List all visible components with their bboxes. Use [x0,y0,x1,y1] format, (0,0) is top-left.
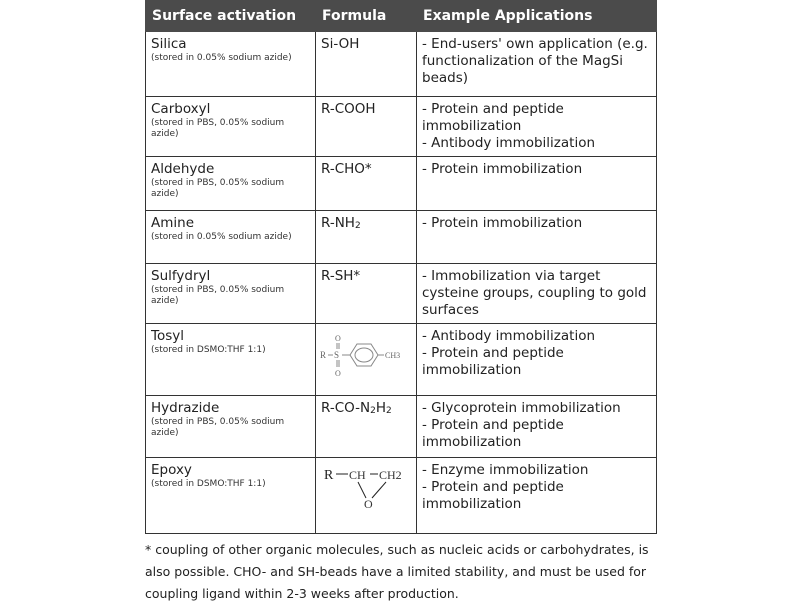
formula-text: R-CO-N [321,400,371,416]
surface-name: Carboxyl [151,101,211,117]
formula-cell: R-CHO* [316,157,417,211]
surface-cell [146,264,316,324]
application-item: - Antibody immobilization [422,328,596,344]
svg-text:O: O [335,369,341,378]
footnote: * coupling of other organic molecules, such as nucleic acids or carbohydrates, is also possible. CHO- and SH-beads have a limited stability, and must be used for coupling ligand within 2-3 weeks after production. [145,542,649,601]
storage-note: (stored in 0.05% sodium azide) [151,232,292,242]
col-header-formula: Formula [316,1,417,32]
application-item: - Protein and peptide immobilization [422,101,564,134]
epoxy-structure-image [318,462,413,512]
applications-cell [417,324,657,396]
svg-text:CH3: CH3 [385,351,401,360]
applications-cell: - Protein immobilization [417,211,657,264]
svg-text:CH: CH [349,468,366,482]
table-row [146,157,657,211]
applications-cell: - Immobilization via target cysteine groups, coupling to gold surfaces [417,264,657,324]
formula-text: R-NH [321,215,355,231]
application-item: - Protein and peptide immobilization [422,345,564,378]
applications-cell: - Protein immobilization [417,157,657,211]
col-header-surface: Surface activation [146,1,316,32]
surface-name: Amine [151,215,194,231]
storage-note: (stored in DSMO:THF 1:1) [151,345,266,355]
surface-cell [146,32,316,97]
tosyl-structure-image [318,330,413,380]
svg-text:S: S [334,350,340,360]
surface-activation-table [145,0,657,534]
formula-cell [316,211,417,264]
applications-cell: - End-users' own application (e.g. functionalization of the MagSi beads) [417,32,657,97]
svg-text:R: R [320,350,327,360]
svg-text:O: O [364,497,373,511]
surface-name: Aldehyde [151,161,215,177]
table-row [146,458,657,534]
col-header-applications: Example Applications [417,1,657,32]
storage-note: (stored in 0.05% sodium azide) [151,53,292,63]
formula-cell: R-COOH [316,97,417,157]
storage-note: (stored in PBS, 0.05% sodium azide) [151,285,285,306]
table-row [146,32,657,97]
header-row [146,1,657,32]
svg-text:CH2: CH2 [379,468,402,482]
table-row [146,211,657,264]
surface-name: Epoxy [151,462,192,478]
surface-cell [146,157,316,211]
surface-name: Sulfydryl [151,268,211,284]
formula-subscript: 2 [370,406,376,416]
surface-cell [146,211,316,264]
storage-note: (stored in PBS, 0.05% sodium azide) [151,118,285,139]
storage-note: (stored in PBS, 0.05% sodium azide) [151,178,285,199]
formula-text: H [375,400,386,416]
surface-cell [146,97,316,157]
application-item: - Protein and peptide immobilization [422,479,564,512]
applications-cell [417,97,657,157]
surface-name: Tosyl [151,328,184,344]
formula-cell: R-SH* [316,264,417,324]
formula-cell [316,458,417,534]
formula-cell: Si-OH [316,32,417,97]
table-row [146,264,657,324]
svg-text:R: R [324,468,334,483]
table-row [146,324,657,396]
table-row [146,97,657,157]
storage-note: (stored in PBS, 0.05% sodium azide) [151,417,285,438]
application-item: - Glycoprotein immobilization [422,400,621,416]
formula-cell [316,324,417,396]
surface-name: Hydrazide [151,400,220,416]
application-item: - Protein and peptide immobilization [422,417,564,450]
application-item: - Antibody immobilization [422,135,596,151]
applications-cell [417,458,657,534]
storage-note: (stored in DSMO:THF 1:1) [151,479,266,489]
table-row [146,396,657,458]
surface-cell [146,458,316,534]
surface-name: Silica [151,36,187,52]
applications-cell [417,396,657,458]
application-item: - Enzyme immobilization [422,462,589,478]
formula-subscript: 2 [354,221,361,231]
svg-text:O: O [335,334,341,343]
surface-cell [146,324,316,396]
formula-subscript: 2 [386,406,392,416]
surface-cell [146,396,316,458]
formula-cell [316,396,417,458]
